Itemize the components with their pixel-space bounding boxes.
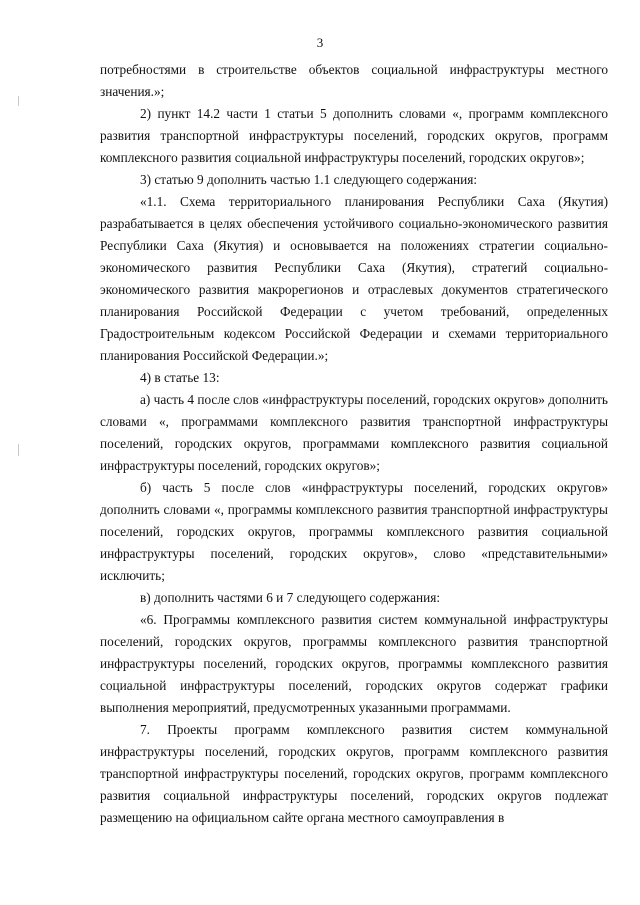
paragraph-item-4: 4) в статье 13: — [140, 370, 220, 385]
paragraph-part-7: 7. Проекты программ комплексного развития систем коммунальной инфраструктуры поселений, городских округов, программ комплексного развития транспортной инфраструктуры поселений, городских округов, программ комплексного развития социальной инфраструктуры поселений, городских округов подлежат размещению на официальном сайте органа местного самоуправления в — [100, 722, 608, 825]
left-margin-mark — [18, 96, 19, 106]
left-margin-mark — [18, 444, 19, 456]
paragraph-part-6: «6. Программы комплексного развития систем коммунальной инфраструктуры поселений, городских округов, программы комплексного развития транспортной инфраструктуры поселений, городских округов, программы комплексного развития социальной инфраструктуры поселений, городских округов содержат графики выполнения мероприятий, предусмотренных указанными программами. — [100, 612, 608, 715]
paragraph-subitem-a: а) часть 4 после слов «инфраструктуры поселений, городских округов» дополнить словами «, программами комплексного развития транспортной инфраструктуры поселений, городских округов, программами комплексного развития социальной инфраструктуры поселений, городских округов»; — [100, 392, 608, 473]
page-number: 3 — [316, 35, 324, 50]
paragraph-item-3: 3) статью 9 дополнить частью 1.1 следующего содержания: — [140, 172, 478, 187]
paragraph-subitem-b: б) часть 5 после слов «инфраструктуры поселений, городских округов» дополнить словами «, программы комплексного развития транспортной инфраструктуры поселений, городских округов, программы комплексного развития социальной инфраструктуры поселений, городских округов», слово «представительными» исключить; — [100, 480, 608, 583]
document-body — [100, 59, 608, 829]
paragraph-part-1-1: «1.1. Схема территориального планирования Республики Саха (Якутия) разрабатывается в целях обеспечения устойчивого социально-экономического развития Республики Саха (Якутия) и основывается на положениях стратегии социально-экономического развития Республики Саха (Якутия), стратегий социально-экономического развития макрорегионов и отраслевых документов стратегического планирования Российской Федерации с учетом требований, определенных Градостроительным кодексом Российской Федерации и схемами территориального планирования Российской Федерации.»; — [100, 194, 608, 363]
paragraph-item-2: 2) пункт 14.2 части 1 статьи 5 дополнить словами «, программ комплексного развития транспортной инфраструктуры поселений, городских округов, программ комплексного развития социальной инфраструктуры поселений, городских округов»; — [100, 106, 608, 165]
paragraph-continuation: потребностями в строительстве объектов социальной инфраструктуры местного значения.»; — [100, 62, 608, 99]
paragraph-subitem-v: в) дополнить частями 6 и 7 следующего содержания: — [140, 590, 441, 605]
